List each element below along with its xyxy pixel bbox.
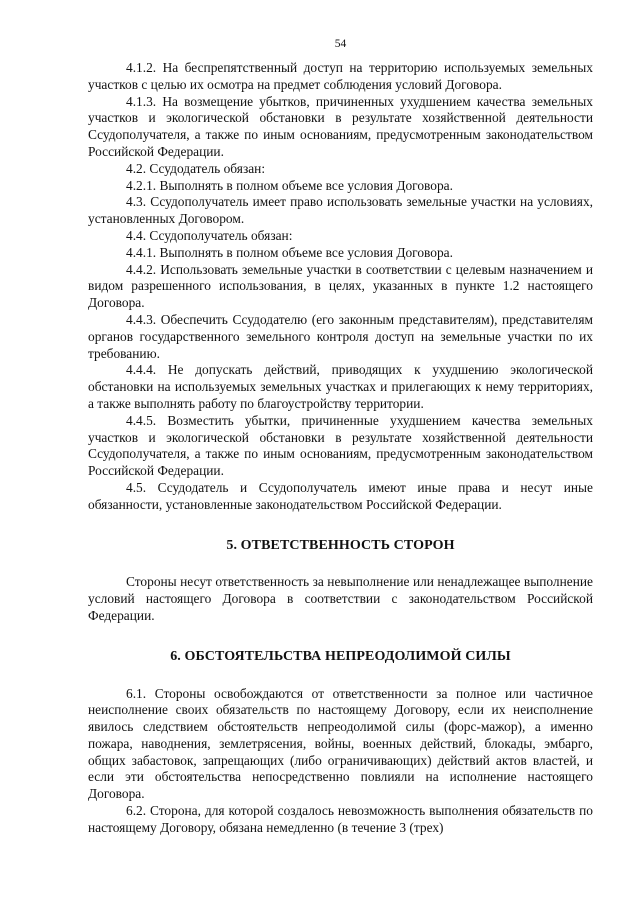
page-number: 54 [334, 38, 347, 50]
clause-4-4: 4.4. Ссудополучатель обязан: [126, 227, 293, 243]
section-5-text: Стороны несут ответственность за невыполнение или ненадлежащее выполнение условий настоящего Договора в соответствии с законодательством Российской Федерации. [88, 574, 593, 623]
clause-4-1-2: 4.1.2. На беспрепятственный доступ на территорию используемых земельных участков с целью их осмотра на предмет соблюдения условий Договора. [88, 60, 593, 92]
clause-4-4-4: 4.4.4. Не допускать действий, приводящих к ухудшению экологической обстановки на используемых земельных участках и прилегающих к нему территориях, а также выполнять работу по благоустройству территории. [88, 362, 593, 411]
clause-6-1: 6.1. Стороны освобождаются от ответственности за полное или частичное неисполнение своих обязательств по настоящему Договору, если их неисполнение явилось следствием обстоятельств непреодолимой силы (форс-мажор), а именно пожара, наводнения, землетрясения, войны, военных действий, блокады, эмбарго, общих забастовок, запрещающих (либо ограничивающих) действий актов властей, и если эти обстоятельства непосредственно повлияли на исполнение настоящего Договора. [88, 685, 593, 802]
clause-4-4-3: 4.4.3. Обеспечить Ссудодателю (его законным представителям), представителям органов государственного земельного контроля доступ на земельные участки по их требованию. [88, 311, 593, 361]
document-body [88, 60, 593, 837]
clause-6-2: 6.2. Сторона, для которой создалось невозможность выполнения обязательств по настоящему Договору, обязана немедленно (в течение 3 (трех) [88, 803, 593, 835]
clause-4-4-5: 4.4.5. Возместить убытки, причиненные ухудшением качества земельных участков и экологической обстановки в результате хозяйственной деятельности Ссудополучателя, а также по иным основаниям, предусмотренным законодательством Российской Федерации. [88, 412, 593, 479]
clause-4-5: 4.5. Ссудодатель и Ссудополучатель имеют иные права и несут иные обязанности, установленные законодательством Российской Федерации. [88, 479, 593, 512]
clause-4-2-1: 4.2.1. Выполнять в полном объеме все условия Договора. [126, 177, 453, 193]
clause-4-1-3: 4.1.3. На возмещение убытков, причиненных ухудшением качества земельных участков и экологической обстановки в результате хозяйственной деятельности Ссудополучателя, а также по иным основаниям, предусмотренным законодательством Российской Федерации. [88, 93, 593, 159]
clause-4-4-2: 4.4.2. Использовать земельные участки в соответствии с целевым назначением и видом разрешенного использования, в целях, указанных в пункте 1.2 настоящего Договора. [88, 261, 593, 311]
section-6-heading: 6. ОБСТОЯТЕЛЬСТВА НЕПРЕОДОЛИМОЙ СИЛЫ [170, 648, 511, 664]
clause-4-3: 4.3. Ссудополучатель имеет право использовать земельные участки на условиях, установленных Договором. [88, 194, 593, 227]
clause-4-2: 4.2. Ссудодатель обязан: [126, 160, 266, 176]
section-5-heading: 5. ОТВЕТСТВЕННОСТЬ СТОРОН [226, 537, 455, 553]
clause-4-4-1: 4.4.1. Выполнять в полном объеме все условия Договора. [126, 244, 453, 260]
